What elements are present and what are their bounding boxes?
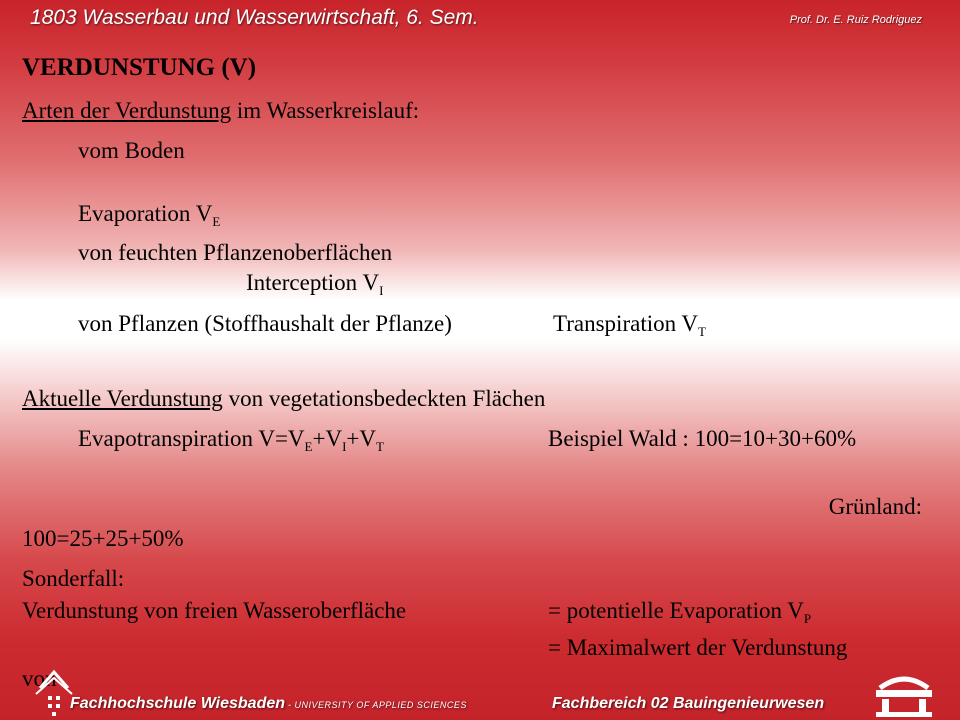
potentielle-evaporation-text xyxy=(548,598,811,627)
footer-department: Fachbereich 02 Bauingenieurwesen xyxy=(552,695,825,712)
formula-sub-i: I xyxy=(342,439,347,454)
arten-heading-rest: im Wasserkreislauf: xyxy=(231,98,420,123)
maximalwert-text: = Maximalwert der Verdunstung xyxy=(548,635,848,660)
gruenland-values: 100=25+25+50% xyxy=(22,526,184,551)
formula-plus-v1: +V xyxy=(312,426,343,451)
evaporation-label: Evaporation V xyxy=(78,201,213,226)
aktuelle-heading-underlined: Aktuelle Verdunstung xyxy=(22,386,223,411)
interception-subscript: I xyxy=(379,283,384,298)
von-text: von xyxy=(22,666,57,691)
gruenland-label: Grünland: xyxy=(828,494,922,519)
formula-plus-v2: +V xyxy=(346,426,377,451)
transpiration-text xyxy=(553,311,706,340)
beispiel-wald-text: Beispiel Wald : 100=10+30+60% xyxy=(548,426,857,451)
transpiration-label: Transpiration V xyxy=(553,311,699,336)
arten-heading-underlined: Arten der Verdunstung xyxy=(22,98,232,123)
pflanzen-text: von Pflanzen (Stoffhaushalt der Pflanze) xyxy=(78,311,452,336)
formula-sub-e: E xyxy=(304,439,313,454)
aktuelle-heading xyxy=(22,386,545,412)
professor-name: Prof. Dr. E. Ruiz Rodriguez xyxy=(789,14,922,26)
arten-heading xyxy=(22,98,419,124)
interception-label: Interception V xyxy=(246,270,380,295)
formula-prefix: Evapotranspiration V=V xyxy=(78,426,305,451)
interception-text xyxy=(246,270,383,299)
evapotranspiration-formula xyxy=(78,426,384,455)
vom-boden-text: vom Boden xyxy=(78,138,185,163)
feuchte-pflanzen-text: von feuchten Pflanzenoberflächen xyxy=(78,240,393,265)
page-title: VERDUNSTUNG (V) xyxy=(22,54,257,81)
potentielle-evaporation-subscript: P xyxy=(803,611,812,626)
aktuelle-heading-rest: von vegetationsbedeckten Flächen xyxy=(222,386,546,411)
bauingenieurwesen-logo-icon xyxy=(872,672,936,718)
evaporation-text xyxy=(78,201,220,230)
transpiration-subscript: T xyxy=(698,324,706,339)
freie-wasseroberflaeche-text: Verdunstung von freien Wasseroberfläche xyxy=(22,598,407,623)
footer-school xyxy=(70,695,467,713)
formula-sub-t: T xyxy=(376,439,384,454)
potentielle-evaporation-label: = potentielle Evaporation V xyxy=(548,598,804,623)
sonderfall-label: Sonderfall: xyxy=(22,566,125,591)
evaporation-subscript: E xyxy=(212,214,221,229)
footer-school-name: Fachhochschule Wiesbaden xyxy=(70,695,286,712)
footer-school-tagline: - UNIVERSITY OF APPLIED SCIENCES xyxy=(285,700,467,710)
course-title: 1803 Wasserbau und Wasserwirtschaft, 6. Sem. xyxy=(30,6,479,29)
